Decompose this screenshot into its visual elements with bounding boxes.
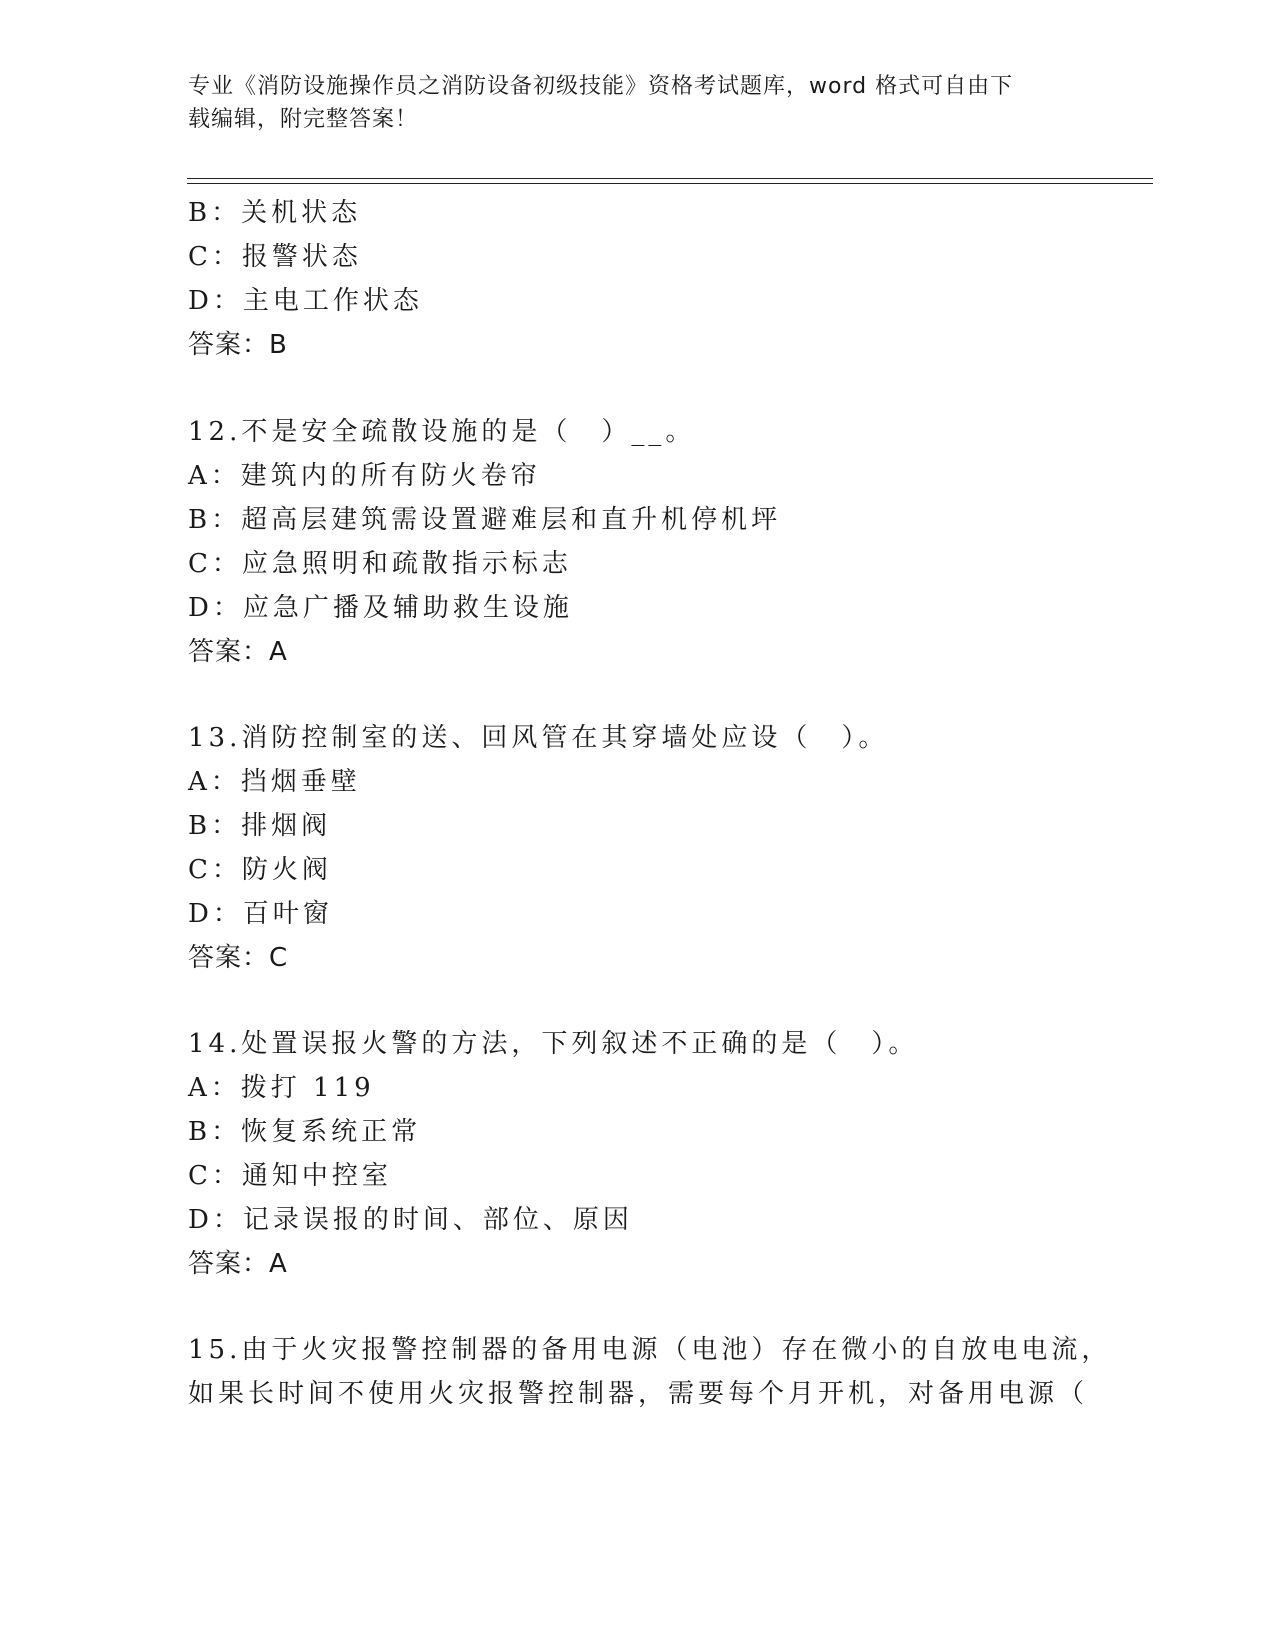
question-stem-continued: 如果长时间不使用火灾报警控制器，需要每个月开机，对备用电源（ [188,1379,1089,1409]
answer: 答案：A [188,1249,288,1279]
question-stem: 14.处置误报火警的方法，下列叙述不正确的是（ ）。 [188,1029,919,1059]
header-rule-bottom [187,183,1153,184]
option-c: C：报警状态 [188,242,362,272]
option-b: B：关机状态 [188,198,362,228]
option-d: D：应急广播及辅助救生设施 [188,593,573,623]
option-d: D：百叶窗 [188,899,333,929]
option-c: C：通知中控室 [188,1161,392,1191]
option-c: C：防火阀 [188,855,332,885]
question-stem: 13.消防控制室的送、回风管在其穿墙处应设（ ）。 [188,723,889,753]
question-stem: 12.不是安全疏散设施的是（ ）__。 [188,417,696,447]
option-b: B：排烟阀 [188,811,332,841]
answer: 答案：B [188,330,288,360]
header-line-1: 专业《消防设施操作员之消防设备初级技能》资格考试题库，word 格式可自由下 [188,74,1014,99]
document-header [188,70,1088,136]
option-a: A：建筑内的所有防火卷帘 [188,461,541,491]
question-stem: 15.由于火灾报警控制器的备用电源（电池）存在微小的自放电电流， [188,1335,1112,1365]
option-b: B：恢复系统正常 [188,1117,422,1147]
answer: 答案：C [188,943,289,973]
option-a: A：挡烟垂壁 [188,767,361,797]
option-c: C：应急照明和疏散指示标志 [188,549,572,579]
option-d: D：主电工作状态 [188,286,423,316]
option-b: B：超高层建筑需设置避难层和直升机停机坪 [188,505,782,535]
answer: 答案：A [188,637,288,667]
option-a: A：拨打 119 [188,1073,375,1103]
header-line-2: 载编辑，附完整答案！ [188,107,419,132]
header-rule-top [187,178,1153,179]
option-d: D：记录误报的时间、部位、原因 [188,1205,633,1235]
